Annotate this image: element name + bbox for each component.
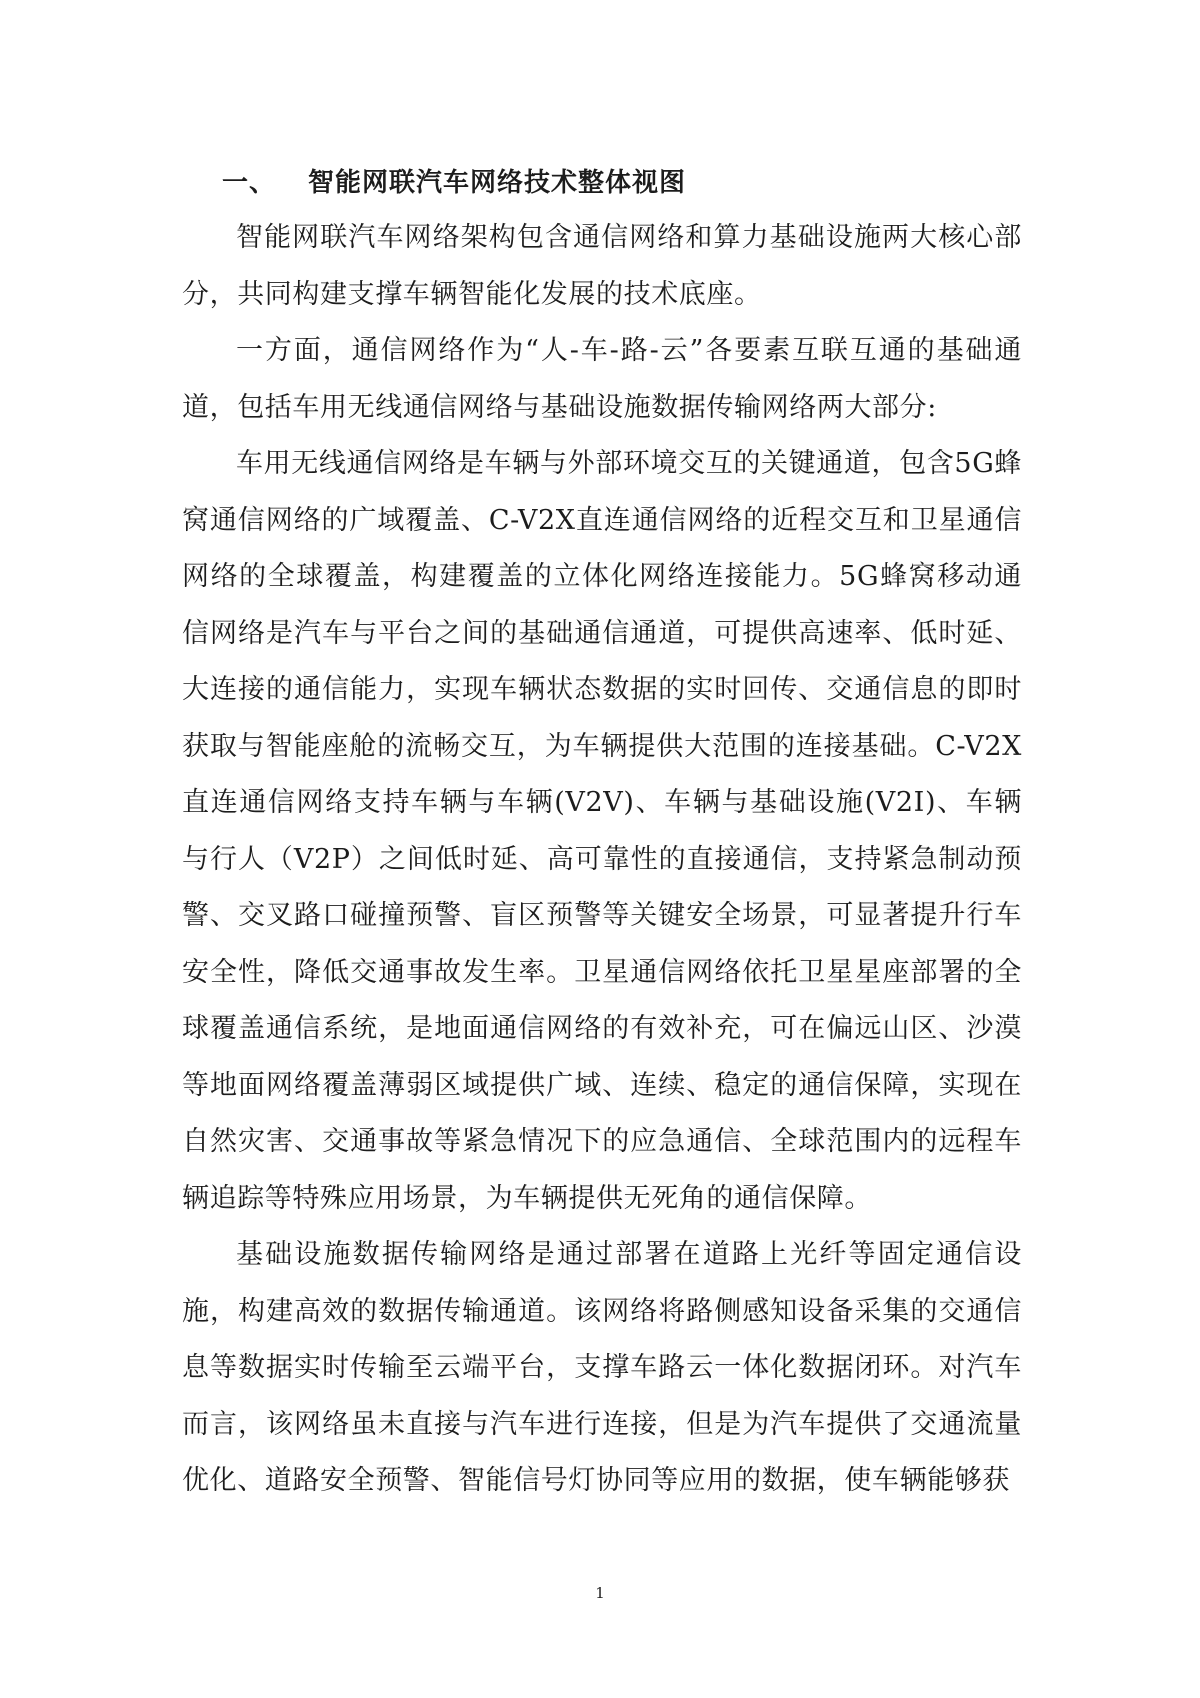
- paragraph: 一方面，通信网络作为“人-车-路-云”各要素互联互通的基础通道，包括车用无线通信网络与基础设施数据传输网络两大部分:: [182, 335, 1022, 423]
- section-heading: [222, 162, 686, 199]
- paragraph: 智能网联汽车网络架构包含通信网络和算力基础设施两大核心部分，共同构建支撑车辆智能化发展的技术底座。: [182, 222, 1022, 310]
- body-text: [182, 210, 1022, 1510]
- paragraph: 车用无线通信网络是车辆与外部环境交互的关键通道，包含5G蜂窝通信网络的广域覆盖、C-V2X直连通信网络的近程交互和卫星通信网络的全球覆盖，构建覆盖的立体化网络连接能力。5G蜂窝移动通信网络是汽车与平台之间的基础通信通道，可提供高速率、低时延、大连接的通信能力，实现车辆状态数据的实时回传、交通信息的即时获取与智能座舱的流畅交互，为车辆提供大范围的连接基础。C-V2X直连通信网络支持车辆与车辆(V2V)、车辆与基础设施(V2I)、车辆与行人（V2P）之间低时延、高可靠性的直接通信，支持紧急制动预警、交叉路口碰撞预警、盲区预警等关键安全场景，可显著提升行车安全性，降低交通事故发生率。卫星通信网络依托卫星星座部署的全球覆盖通信系统，是地面通信网络的有效补充，可在偏远山区、沙漠等地面网络覆盖薄弱区域提供广域、连续、稳定的通信保障，实现在自然灾害、交通事故等紧急情况下的应急通信、全球范围内的远程车辆追踪等特殊应用场景，为车辆提供无死角的通信保障。: [182, 448, 1022, 1214]
- section-title: 智能网联汽车网络技术整体视图: [308, 168, 687, 198]
- section-number: 一、: [222, 168, 277, 198]
- page-number: 1: [595, 1584, 605, 1602]
- paragraph: 基础设施数据传输网络是通过部署在道路上光纤等固定通信设施，构建高效的数据传输通道。该网络将路侧感知设备采集的交通信息等数据实时传输至云端平台，支撑车路云一体化数据闭环。对汽车而言，该网络虽未直接与汽车进行连接，但是为汽车提供了交通流量优化、道路安全预警、智能信号灯协同等应用的数据，使车辆能够获: [182, 1239, 1022, 1496]
